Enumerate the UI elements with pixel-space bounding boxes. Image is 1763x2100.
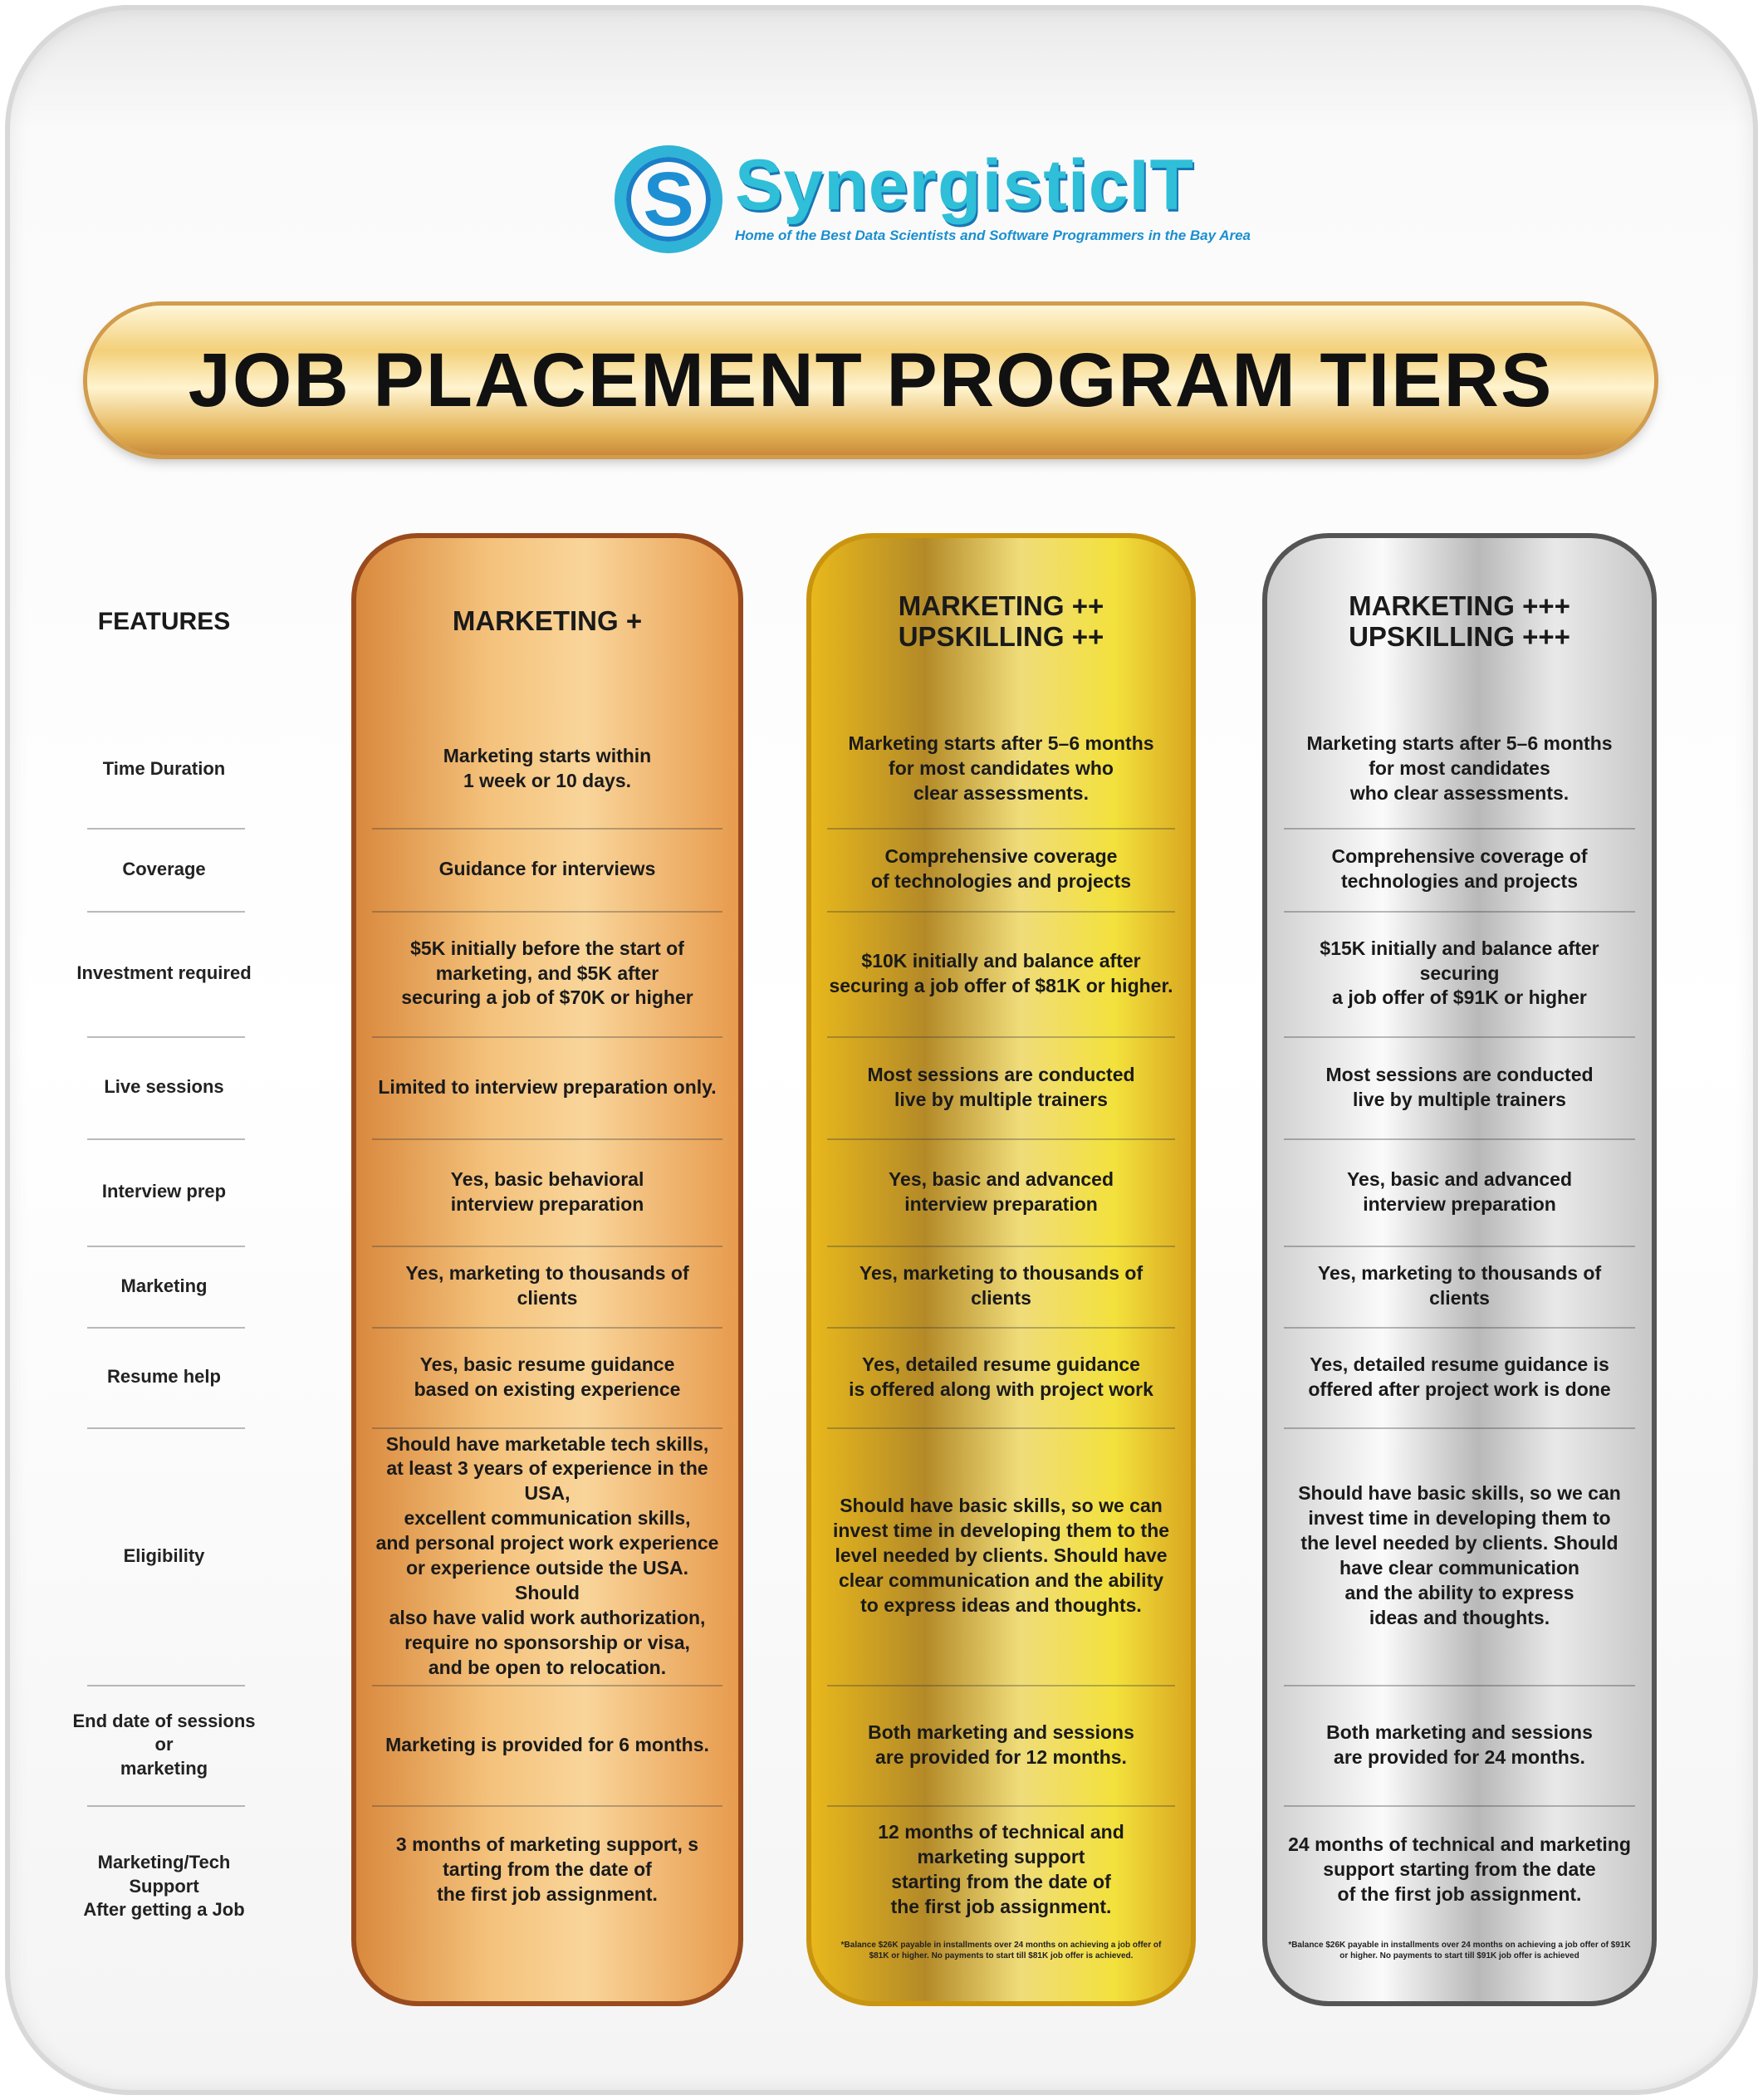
feature-label: Coverage (122, 858, 206, 879)
row-divider (87, 1036, 245, 1038)
tier-cell: $10K initially and balance after securing a job offer of $81K or higher. (829, 949, 1173, 996)
tier-cell: Yes, basic and advanced interview preparation (888, 1167, 1114, 1215)
row-divider (1284, 1685, 1635, 1686)
feature-label: Marketing/Tech Support After getting a Job (83, 1852, 245, 1921)
row-divider (1284, 1036, 1635, 1038)
feature-label: Eligibility (123, 1544, 205, 1566)
tier-cell: Both marketing and sessions are provided for 12 months. (868, 1721, 1134, 1768)
row-divider (827, 828, 1175, 830)
row-divider (827, 911, 1175, 913)
logo-mark-letter: S (643, 156, 694, 242)
feature-label: End date of sessions or marketing (72, 1710, 256, 1779)
row-divider (1284, 1427, 1635, 1429)
row-divider (827, 1327, 1175, 1329)
tier-cell: Yes, basic resume guidance based on existing experience (414, 1353, 681, 1400)
tier-cell: Yes, basic behavioral interview preparation (450, 1167, 644, 1215)
footnote: *Balance $26K payable in installments over 24 months on achieving a job offer of $81K or higher. No payments to start till $81K job offer is achieved. (840, 1941, 1162, 1960)
tier-cell: Guidance for interviews (438, 858, 656, 880)
footnote: *Balance $26K payable in installments over 24 months on achieving a job offer of $91K or higher. No payments to start till $91K job offer is achieved (1288, 1941, 1631, 1960)
row-divider (372, 1246, 722, 1247)
tier-cell: Most sessions are conducted live by multiple trainers (867, 1063, 1135, 1110)
row-divider (87, 911, 245, 913)
tier-cell: 12 months of technical and marketing support starting from the date of the first job assignment. (878, 1821, 1124, 1917)
tier-cell: Yes, detailed resume guidance is offered after project work is done (1308, 1353, 1611, 1400)
tier-header: MARKETING +++ UPSKILLING +++ (1349, 590, 1570, 652)
tier-cell: Yes, basic and advanced interview preparation (1346, 1167, 1573, 1215)
row-divider (87, 1805, 245, 1807)
logo-name: SynergisticIT (735, 145, 1195, 225)
feature-label: Time Duration (102, 757, 226, 779)
feature-label: Interview prep (101, 1181, 227, 1202)
tier-cell: 3 months of marketing support, s tarting from the date of the first job assignment. (395, 1833, 699, 1905)
row-divider (87, 1427, 245, 1429)
title-banner (87, 306, 1654, 455)
tier-header: MARKETING + (452, 605, 643, 637)
tier-cell: Yes, detailed resume guidance is offered along with project work (849, 1353, 1153, 1400)
tier-cell: Marketing starts after 5–6 months for most candidates who clear assessments. (848, 732, 1154, 804)
row-divider (827, 1246, 1175, 1247)
row-divider (87, 828, 245, 830)
row-divider (1284, 1246, 1635, 1247)
row-divider (827, 1685, 1175, 1686)
row-divider (1284, 911, 1635, 913)
page-title: JOB PLACEMENT PROGRAM TIERS (188, 337, 1554, 423)
tier-cell: Limited to interview preparation only. (378, 1075, 717, 1098)
row-divider (372, 911, 722, 913)
tier-cell: Marketing is provided for 6 months. (385, 1733, 709, 1755)
features-header: FEATURES (97, 608, 231, 635)
row-divider (827, 1805, 1175, 1807)
row-divider (827, 1427, 1175, 1429)
tier-cell: $5K initially before the start of marketing, and $5K after securing a job of $70K or higher (401, 937, 693, 1009)
logo-mark-icon (615, 145, 722, 253)
row-divider (1284, 1327, 1635, 1329)
row-divider (827, 1138, 1175, 1140)
row-divider (372, 1427, 722, 1429)
row-divider (1284, 828, 1635, 830)
row-divider (87, 1138, 245, 1140)
row-divider (1284, 1138, 1635, 1140)
tier-cell: Comprehensive coverage of technologies and projects (1331, 845, 1588, 892)
tier-cell: Most sessions are conducted live by multiple trainers (1325, 1063, 1594, 1110)
row-divider (1284, 1805, 1635, 1807)
feature-label: Resume help (107, 1366, 221, 1388)
tier-header: MARKETING ++ UPSKILLING ++ (898, 590, 1104, 652)
row-divider (87, 1246, 245, 1247)
row-divider (372, 1805, 722, 1807)
tier-cell: Should have basic skills, so we can invest time in developing them to the level needed by clients. Should have clear communication and the ability to express ideas and thoughts. (832, 1495, 1170, 1616)
row-divider (827, 1036, 1175, 1038)
tier-cell: Comprehensive coverage of technologies and projects (870, 845, 1132, 892)
row-divider (372, 1138, 722, 1140)
logo-tagline: Home of the Best Data Scientists and Software Programmers in the Bay Area (735, 228, 1251, 243)
tier-cell: Both marketing and sessions are provided for 24 months. (1326, 1721, 1593, 1768)
row-divider (372, 1036, 722, 1038)
tier-cell: Yes, marketing to thousands of clients (1317, 1262, 1602, 1309)
row-divider (372, 1685, 722, 1686)
tier-cell: 24 months of technical and marketing support starting from the date of the first job assignment. (1288, 1833, 1631, 1905)
row-divider (87, 1685, 245, 1686)
feature-label: Live sessions (104, 1076, 224, 1098)
tier-cell: $15K initially and balance after securing a job offer of $91K or higher (1320, 937, 1599, 1009)
feature-label: Marketing (120, 1275, 208, 1296)
tier-cell: Should have marketable tech skills, at least 3 years of experience in the USA, excellent communication skills, and personal project work experience or experience outside the USA. Should also have valid work authorization, require no sponsorship or visa, and be open to relocation. (375, 1432, 719, 1678)
row-divider (87, 1327, 245, 1329)
tier-cell: Should have basic skills, so we can invest time in developing them to the level needed by clients. Should have clear communication and the ability to express ideas and thoughts. (1298, 1482, 1621, 1628)
tier-cell: Yes, marketing to thousands of clients (859, 1262, 1144, 1309)
tier-cell: Marketing starts within 1 week or 10 days. (443, 745, 652, 791)
row-divider (372, 828, 722, 830)
tier-cell: Yes, marketing to thousands of clients (405, 1262, 689, 1309)
row-divider (372, 1327, 722, 1329)
logo (615, 141, 1251, 257)
feature-label: Investment required (76, 962, 252, 984)
tier-cell: Marketing starts after 5–6 months for most candidates who clear assessments. (1306, 732, 1613, 804)
